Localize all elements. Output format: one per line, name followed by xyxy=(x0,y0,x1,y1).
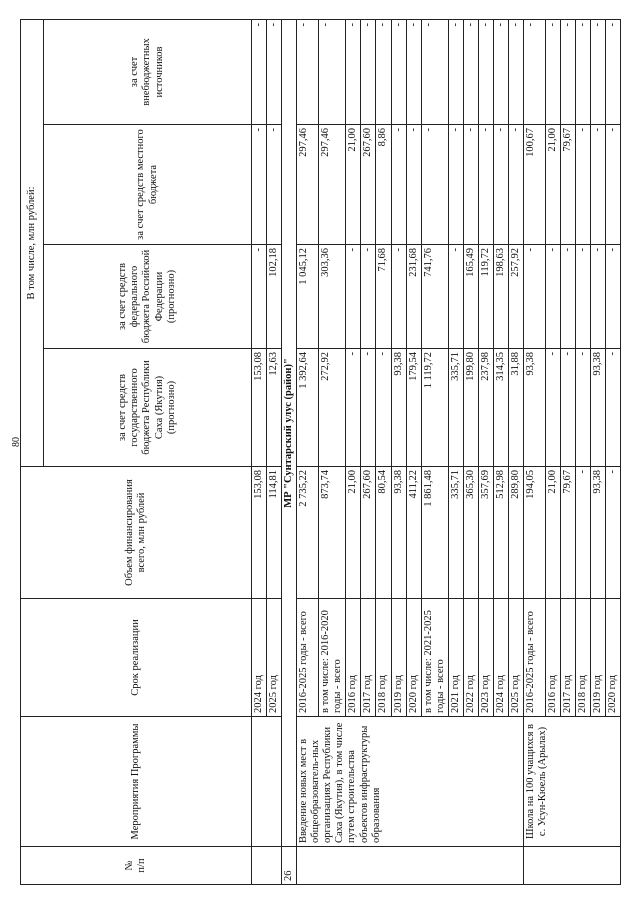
page-number: 80 xyxy=(11,437,22,447)
local-cell: - xyxy=(576,125,591,245)
rs-cell: 199,80 xyxy=(463,349,478,467)
term-cell: 2017 год xyxy=(561,599,576,717)
total-cell: - xyxy=(606,467,621,599)
total-cell: 411,22 xyxy=(406,467,421,599)
fed-cell: 102,18 xyxy=(267,245,282,349)
extra-cell: - xyxy=(524,19,546,124)
section-row xyxy=(282,19,297,884)
rs-cell: 1 392,64 xyxy=(297,349,319,467)
fed-cell: - xyxy=(591,245,606,349)
local-cell: - xyxy=(267,125,282,245)
extra-cell: - xyxy=(406,19,421,124)
section-number: 26 xyxy=(282,847,297,885)
local-cell: 100,67 xyxy=(524,125,546,245)
fed-cell: 303,36 xyxy=(319,245,346,349)
rs-cell: 153,08 xyxy=(252,349,267,467)
header-federal-budget: за счет средств федерального бюджета Российской Федерации (прогнозно) xyxy=(44,245,252,349)
total-cell: 93,38 xyxy=(391,467,406,599)
total-cell: 873,74 xyxy=(319,467,346,599)
fed-cell: 231,68 xyxy=(406,245,421,349)
extra-cell: - xyxy=(448,19,463,124)
extra-cell: - xyxy=(606,19,621,124)
rs-cell: - xyxy=(561,349,576,467)
extra-cell: - xyxy=(319,19,346,124)
section-title: МР "Сунтарский улус (район)" xyxy=(282,19,297,846)
header-measures: Мероприятия Программы xyxy=(21,717,252,847)
rs-cell: 93,38 xyxy=(591,349,606,467)
local-cell: - xyxy=(391,125,406,245)
rs-cell: - xyxy=(576,349,591,467)
extra-cell: - xyxy=(463,19,478,124)
rotated-table-sheet xyxy=(20,20,620,885)
rs-cell: 31,88 xyxy=(509,349,524,467)
local-cell: - xyxy=(591,125,606,245)
total-cell: 79,67 xyxy=(561,467,576,599)
extra-cell: - xyxy=(391,19,406,124)
rs-cell: 272,92 xyxy=(319,349,346,467)
total-cell: - xyxy=(576,467,591,599)
local-cell: - xyxy=(478,125,493,245)
fed-cell: - xyxy=(576,245,591,349)
term-cell: 2021 год xyxy=(448,599,463,717)
total-cell: 80,54 xyxy=(376,467,391,599)
fed-cell: - xyxy=(524,245,546,349)
term-cell: 2025 год xyxy=(267,599,282,717)
fed-cell: 257,92 xyxy=(509,245,524,349)
local-cell: 21,00 xyxy=(546,125,561,245)
fed-cell: - xyxy=(346,245,361,349)
rs-cell: 335,71 xyxy=(448,349,463,467)
term-cell: 2016-2025 годы - всего xyxy=(297,599,319,717)
total-cell: 357,69 xyxy=(478,467,493,599)
total-cell: 114,81 xyxy=(267,467,282,599)
measure-name: Введение новых мест в общеобразователь-ных организациях Республики Саха (Якутия), в том числе путем строительства объектов инфраструктуры образования xyxy=(297,717,524,847)
local-cell: - xyxy=(509,125,524,245)
local-cell: 267,60 xyxy=(361,125,376,245)
extra-cell: - xyxy=(546,19,561,124)
local-cell: - xyxy=(606,125,621,245)
rs-cell: 179,54 xyxy=(406,349,421,467)
total-cell: 93,38 xyxy=(591,467,606,599)
local-cell: - xyxy=(493,125,508,245)
total-cell: 1 861,48 xyxy=(421,467,448,599)
extra-cell: - xyxy=(267,19,282,124)
extra-cell: - xyxy=(297,19,319,124)
rs-cell: - xyxy=(346,349,361,467)
fed-cell: 198,63 xyxy=(493,245,508,349)
term-cell: 2018 год xyxy=(376,599,391,717)
measure-name: Школа на 100 учащихся в с. Усун-Кюель (Арылах) xyxy=(524,717,621,847)
header-rs-budget: за счет средств государственного бюджета Республики Саха (Якутия) (прогнозно) xyxy=(44,349,252,467)
total-cell: 365,30 xyxy=(463,467,478,599)
fed-cell: 71,68 xyxy=(376,245,391,349)
header-num: № п/п xyxy=(21,847,252,885)
total-cell: 289,80 xyxy=(509,467,524,599)
total-cell: 335,71 xyxy=(448,467,463,599)
extra-cell: - xyxy=(493,19,508,124)
local-cell: - xyxy=(463,125,478,245)
table-row xyxy=(252,19,267,884)
extra-cell: - xyxy=(478,19,493,124)
term-cell: 2019 год xyxy=(391,599,406,717)
extra-cell: - xyxy=(421,19,448,124)
fed-cell: 1 045,12 xyxy=(297,245,319,349)
term-cell: 2018 год xyxy=(576,599,591,717)
fed-cell: - xyxy=(361,245,376,349)
term-cell: 2024 год xyxy=(493,599,508,717)
total-cell: 512,98 xyxy=(493,467,508,599)
total-cell: 21,00 xyxy=(346,467,361,599)
extra-cell: - xyxy=(361,19,376,124)
local-cell: 297,46 xyxy=(297,125,319,245)
fed-cell: - xyxy=(448,245,463,349)
term-cell: 2020 год xyxy=(406,599,421,717)
term-cell: 2019 год xyxy=(591,599,606,717)
extra-cell: - xyxy=(252,19,267,124)
extra-cell: - xyxy=(561,19,576,124)
fed-cell: - xyxy=(606,245,621,349)
term-cell: 2020 год xyxy=(606,599,621,717)
local-cell: 8,86 xyxy=(376,125,391,245)
extra-cell: - xyxy=(591,19,606,124)
fed-cell: - xyxy=(561,245,576,349)
term-cell: в том числе: 2016-2020 годы - всего xyxy=(319,599,346,717)
fed-cell: - xyxy=(252,245,267,349)
rs-cell: - xyxy=(606,349,621,467)
extra-cell: - xyxy=(346,19,361,124)
header-extrabudgetary: за счет внебюджетных источников xyxy=(44,19,252,124)
extra-cell: - xyxy=(376,19,391,124)
total-cell: 267,60 xyxy=(361,467,376,599)
local-cell: - xyxy=(448,125,463,245)
total-cell: 21,00 xyxy=(546,467,561,599)
term-cell: 2016 год xyxy=(346,599,361,717)
financing-table xyxy=(20,19,621,885)
fed-cell: - xyxy=(391,245,406,349)
term-cell: 2016-2025 годы - всего xyxy=(524,599,546,717)
rs-cell: - xyxy=(376,349,391,467)
local-cell: - xyxy=(406,125,421,245)
fed-cell: 165,49 xyxy=(463,245,478,349)
rs-cell: - xyxy=(546,349,561,467)
extra-cell: - xyxy=(509,19,524,124)
term-cell: 2022 год xyxy=(463,599,478,717)
term-cell: 2025 год xyxy=(509,599,524,717)
header-total: Объем финансирования всего, млн рублей xyxy=(21,467,252,599)
rs-cell: 93,38 xyxy=(391,349,406,467)
term-cell: 2016 год xyxy=(546,599,561,717)
total-cell: 194,05 xyxy=(524,467,546,599)
rs-cell: 314,35 xyxy=(493,349,508,467)
header-term: Срок реализации xyxy=(21,599,252,717)
local-cell: 21,00 xyxy=(346,125,361,245)
term-cell: 2024 год xyxy=(252,599,267,717)
local-cell: - xyxy=(252,125,267,245)
local-cell: 79,67 xyxy=(561,125,576,245)
rs-cell: 93,38 xyxy=(524,349,546,467)
total-cell: 153,08 xyxy=(252,467,267,599)
local-cell: 297,46 xyxy=(319,125,346,245)
fed-cell: - xyxy=(546,245,561,349)
table-row xyxy=(297,19,319,884)
rs-cell: - xyxy=(361,349,376,467)
term-cell: 2017 год xyxy=(361,599,376,717)
fed-cell: 119,72 xyxy=(478,245,493,349)
term-cell: в том числе: 2021-2025 годы - всего xyxy=(421,599,448,717)
rs-cell: 1 119,72 xyxy=(421,349,448,467)
local-cell: - xyxy=(421,125,448,245)
header-including: В том числе, млн рублей: xyxy=(21,19,44,466)
rs-cell: 237,98 xyxy=(478,349,493,467)
extra-cell: - xyxy=(576,19,591,124)
term-cell: 2023 год xyxy=(478,599,493,717)
table-row xyxy=(524,19,546,884)
total-cell: 2 735,22 xyxy=(297,467,319,599)
header-local-budget: за счет средств местного бюджета xyxy=(44,125,252,245)
fed-cell: 741,76 xyxy=(421,245,448,349)
rs-cell: 12,63 xyxy=(267,349,282,467)
